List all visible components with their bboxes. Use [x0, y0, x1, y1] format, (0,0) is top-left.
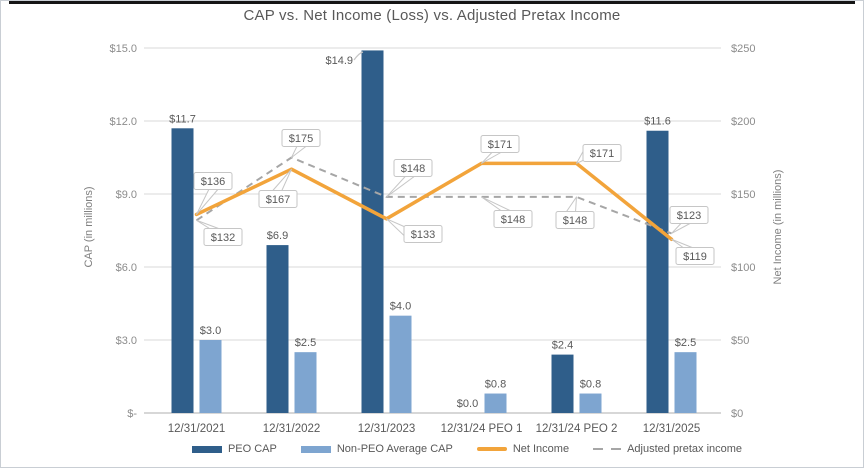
line-value-callout-label: $171	[589, 148, 615, 160]
x-axis-category-label: 12/31/2022	[262, 423, 321, 435]
peo-cap-swatch-icon	[192, 446, 222, 453]
legend-item-peo-cap	[192, 443, 277, 455]
callout-pointer	[672, 239, 693, 247]
right-axis-tick-label: $250	[731, 43, 756, 55]
legend-item-adjusted-pretax	[593, 443, 742, 455]
right-axis-tick-label: $150	[731, 189, 756, 201]
line-value-callout-label: $148	[500, 214, 526, 226]
bar-peo-cap-12/31/24 PEO 2	[552, 355, 574, 413]
line-value-callout-label: $167	[265, 194, 291, 206]
legend-label: Non-PEO Average CAP	[336, 443, 453, 455]
left-axis-tick-label: $-	[127, 408, 137, 420]
bar-non-peo-average-cap-12/31/2023	[390, 316, 412, 413]
bar-non-peo-average-cap-12/31/2025	[675, 352, 697, 413]
left-axis-tick-label: $12.0	[109, 116, 137, 128]
legend-item-non-peo-cap	[301, 443, 453, 455]
chart-title: CAP vs. Net Income (Loss) vs. Adjusted Pretax Income	[243, 7, 621, 24]
bar-peo-cap-12/31/2025	[647, 131, 669, 413]
x-axis-category-label: 12/31/2023	[357, 423, 416, 435]
bar-value-label: $0.0	[456, 398, 479, 410]
adjusted-pretax-dash-swatch-icon	[593, 448, 621, 450]
bar-non-peo-average-cap-12/31/2022	[295, 352, 317, 413]
bar-value-label: $3.0	[199, 325, 222, 337]
x-axis-category-label: 12/31/24 PEO 2	[535, 423, 618, 435]
chart-legend	[1, 443, 863, 455]
line-value-callout-label: $133	[410, 229, 436, 241]
bar-peo-cap-12/31/2022	[267, 245, 289, 413]
line-value-callout-label: $132	[210, 232, 236, 244]
bar-value-label: $2.4	[551, 339, 574, 352]
right-axis-tick-label: $200	[731, 116, 756, 128]
callout-pointer	[387, 219, 405, 236]
bar-non-peo-average-cap-12/31/24 PEO 2	[580, 394, 602, 413]
right-axis-title: Net Income (in millions)	[772, 169, 784, 285]
callout-pointer	[672, 224, 690, 234]
chart-plot-area	[1, 1, 864, 468]
left-axis-title: CAP (in millions)	[83, 186, 95, 268]
callout-pointer	[482, 197, 510, 211]
right-axis-tick-label: $100	[731, 262, 756, 274]
line-value-callout-label: $148	[400, 163, 426, 175]
line-value-callout-label: $175	[288, 133, 314, 145]
callout-pointer	[577, 152, 584, 164]
left-axis-tick-label: $15.0	[109, 43, 137, 55]
left-axis-tick-label: $6.0	[115, 262, 137, 274]
right-axis-tick-label: $0	[731, 408, 744, 420]
line-value-callout-label: $123	[676, 210, 702, 222]
left-axis-tick-label: $3.0	[115, 335, 137, 347]
bar-value-label: $2.5	[294, 337, 317, 350]
legend-item-net-income	[477, 443, 569, 455]
x-axis-category-label: 12/31/24 PEO 1	[440, 423, 523, 435]
bar-peo-cap-12/31/2023	[362, 50, 384, 413]
callout-pointer	[197, 220, 219, 228]
line-value-callout-label: $119	[683, 251, 707, 263]
legend-label: PEO CAP	[227, 443, 277, 455]
bar-value-label: $14.9	[325, 55, 353, 67]
right-axis-tick-label: $50	[731, 335, 750, 347]
bar-value-label: $0.8	[484, 378, 507, 391]
net-income-line-swatch-icon	[477, 447, 507, 451]
x-axis-category-label: 12/31/2025	[642, 423, 701, 435]
x-axis-category-label: 12/31/2021	[167, 423, 226, 435]
bar-value-label: $6.9	[266, 230, 289, 243]
line-value-callout-label: $136	[200, 176, 226, 188]
legend-label: Adjusted pretax income	[627, 443, 743, 455]
non-peo-cap-swatch-icon	[301, 446, 331, 453]
bar-peo-cap-12/31/2021	[172, 128, 194, 413]
bar-non-peo-average-cap-12/31/24 PEO 1	[485, 394, 507, 413]
callout-pointer	[292, 147, 306, 158]
left-axis-tick-label: $9.0	[115, 189, 137, 201]
bar-value-label: $4.0	[389, 300, 412, 313]
line-value-callout-label: $148	[562, 215, 588, 227]
callout-pointer	[567, 197, 577, 212]
legend-label: Net Income	[512, 443, 570, 455]
bar-non-peo-average-cap-12/31/2021	[200, 340, 222, 413]
bar-value-label: $0.8	[579, 378, 602, 391]
bar-value-label: $11.7	[169, 113, 196, 126]
line-value-callout-label: $171	[487, 139, 513, 151]
bar-value-label: $11.6	[644, 115, 671, 128]
bar-value-label: $2.5	[674, 337, 697, 350]
